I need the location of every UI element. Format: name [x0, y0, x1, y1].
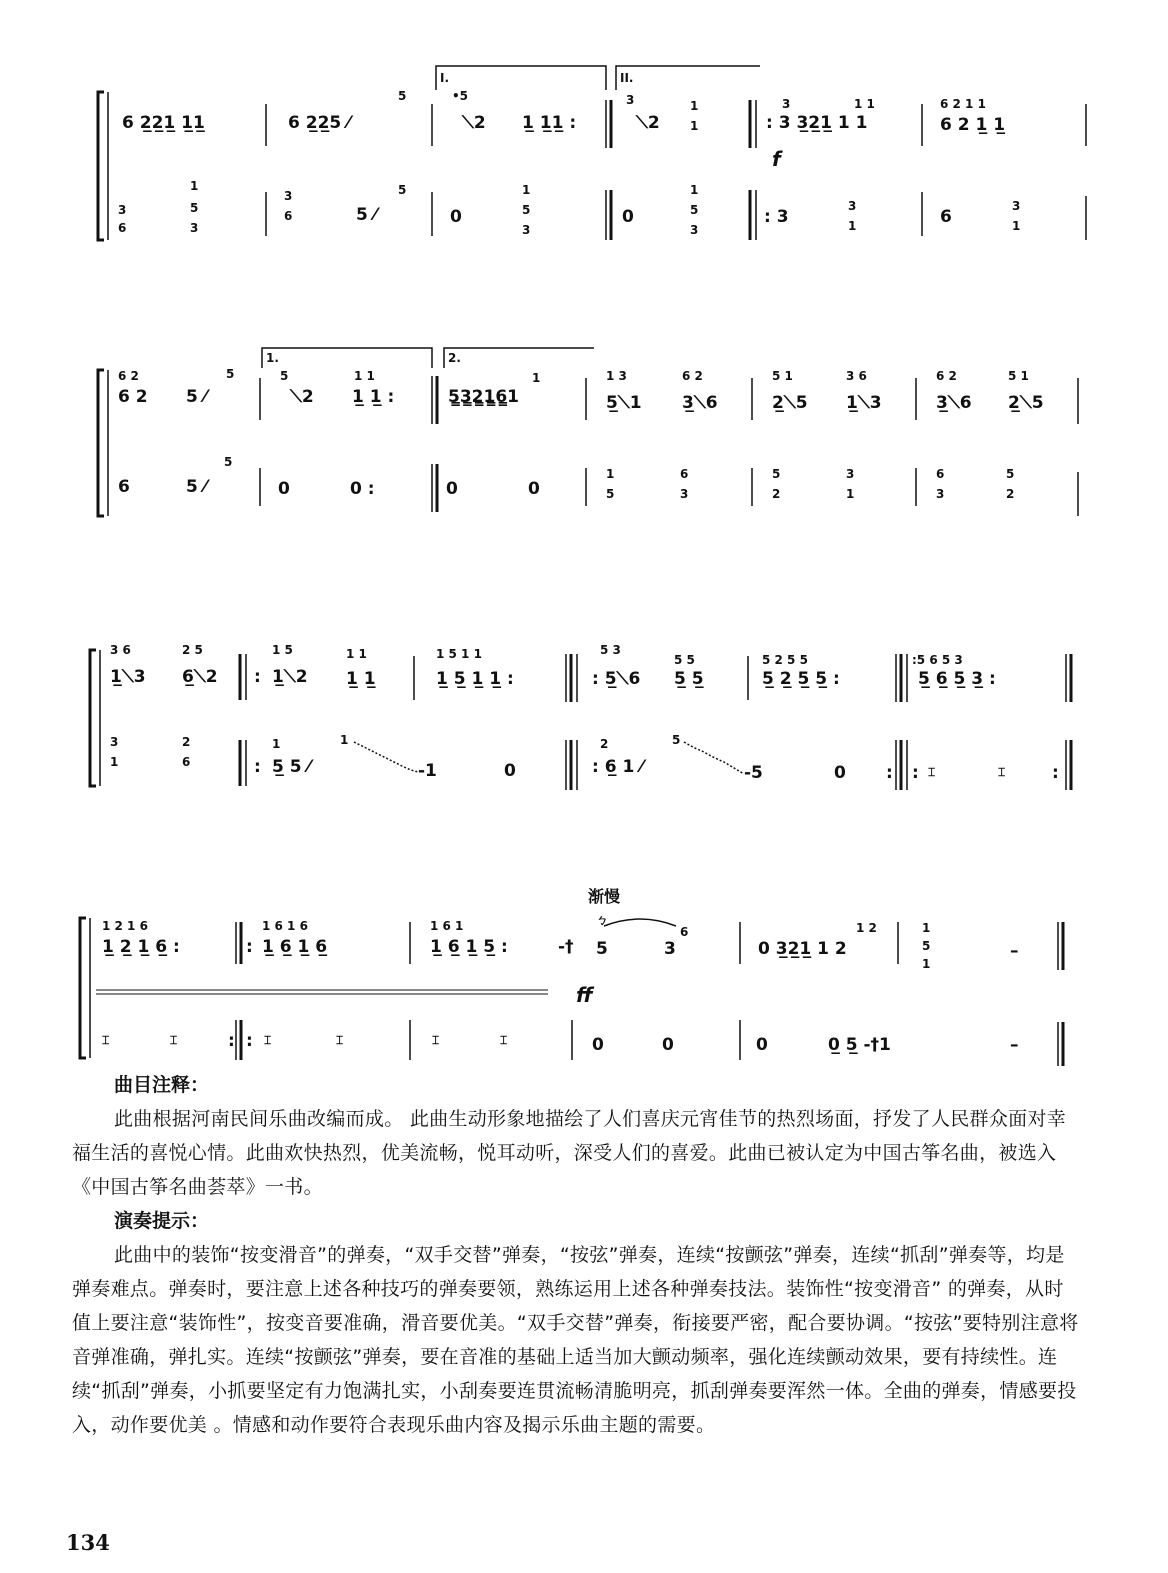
upper-staff	[102, 913, 1063, 1007]
svg-text:–: –	[1010, 941, 1019, 961]
notation-upper: 1̲ 1̲	[346, 669, 376, 689]
rest-symbol: ⌶	[264, 1033, 272, 1047]
notes-paragraph: 此曲根据河南民间乐曲改编而成。 此曲生动形象地描绘了人们喜庆元宵佳节的热烈场面，抒发了人民群众面对幸福生活的喜悦心情。此曲欢快热烈，优美流畅，悦耳动听，深受人们的喜爱。此曲已被认定为中国古筝名曲，被选入《中国古筝名曲荟萃》一书。	[72, 1108, 1067, 1198]
notation-upper: ⟍2	[462, 113, 486, 133]
dynamic-mark: f	[772, 147, 781, 171]
notation-upper: 6 2̲2̲5 ⁄	[288, 113, 350, 133]
page-number: 134	[66, 1530, 110, 1555]
svg-text:5: 5	[522, 203, 531, 217]
svg-text:3: 3	[626, 93, 635, 107]
svg-text:3: 3	[110, 735, 119, 749]
svg-text:3: 3	[522, 223, 531, 237]
svg-text:3: 3	[846, 467, 855, 481]
upper-staff	[122, 89, 1086, 171]
rest-symbol: ⌶	[336, 1033, 344, 1047]
svg-text:1: 1	[690, 99, 699, 113]
svg-text:1: 1	[522, 183, 531, 197]
svg-text:3 6: 3 6	[846, 369, 867, 383]
score-system-3	[90, 643, 1071, 790]
svg-text:⟍2: ⟍2	[290, 387, 314, 407]
svg-text:1 1: 1 1	[354, 369, 375, 383]
volta-label: 1.	[266, 351, 279, 365]
notation-lower: 5 ⁄	[356, 205, 377, 225]
rest-symbol: ⌶	[500, 1033, 508, 1047]
svg-text:1: 1	[690, 119, 699, 133]
notation-upper: 1̲ 1̲ :	[352, 387, 395, 407]
svg-text:ㄅ: ㄅ	[596, 913, 609, 927]
lower-staff	[118, 179, 1086, 240]
notes-heading: 曲目注释：	[114, 1074, 210, 1096]
svg-text:1: 1	[190, 179, 199, 193]
notation-upper: 5̲ 6̲ 5̲ 3̲ :	[918, 669, 996, 689]
rest-symbol: ⌶	[170, 1033, 178, 1047]
svg-text:3: 3	[190, 221, 199, 235]
svg-text:5: 5	[1006, 467, 1015, 481]
svg-text:3: 3	[118, 203, 127, 217]
svg-text:6: 6	[284, 209, 293, 223]
notation-upper: : 5̲⟍6	[592, 669, 641, 689]
svg-text:3: 3	[936, 487, 945, 501]
svg-text:2: 2	[182, 735, 191, 749]
volta-bracket	[262, 348, 594, 368]
svg-text:6: 6	[680, 467, 689, 481]
svg-text:5: 5	[398, 89, 407, 103]
tips-paragraph: 此曲中的装饰“按变滑音”的弹奏，“双手交替”弹奏，“按弦”弹奏，连续“按颤弦”弹奏，连续“抓刮”弹奏等，均是弹奏难点。弹奏时，要注意上述各种技巧的弹奏要领，熟练运用上述各种弹奏技法。装饰性“按变滑音” 的弹奏，从时值上要注意“装饰性”，按变音要准确，滑音要优美。“双手交替”弹奏，衔接要严密，配合要协调。“按弦”要特别注意将音弹准确，弹扎实。连续“按颤弦”弹奏，要在音准的基础上适当加大颤动频率，强化连续颤动效果，要有持续性。连续“抓刮”弹奏，小抓要坚定有力饱满扎实，小刮奏要连贯流畅清脆明亮，抓刮弹奏要浑然一体。全曲的弹奏，情感要投入，动作要优美 。情感和动作要符合表现乐曲内容及揭示乐曲主题的需要。	[72, 1244, 1079, 1436]
lower-staff	[118, 455, 1078, 516]
svg-text:3: 3	[848, 199, 857, 213]
notation-upper: 1̲⟍3	[846, 393, 882, 413]
svg-text:•5: •5	[452, 89, 469, 103]
svg-text::: :	[246, 937, 253, 957]
notation-lower: 0	[662, 1035, 674, 1055]
svg-text::: :	[246, 1031, 253, 1051]
svg-text:6 2 1 1: 6 2 1 1	[940, 97, 986, 111]
rest-symbol: ⌶	[102, 1033, 110, 1047]
svg-text:5: 5	[398, 183, 407, 197]
svg-text:1 6 1: 1 6 1	[430, 919, 464, 933]
svg-text:1: 1	[1012, 219, 1021, 233]
svg-text:1 1: 1 1	[346, 647, 367, 661]
tips-heading: 演奏提示：	[114, 1210, 210, 1232]
notation-upper: 6̲⟍2	[182, 667, 218, 687]
svg-text:2 5: 2 5	[182, 643, 203, 657]
svg-text::: :	[254, 757, 261, 777]
notation-lower: ‐5	[744, 763, 763, 783]
svg-text::: :	[1052, 763, 1059, 783]
svg-text::: :	[886, 763, 893, 783]
svg-text:5: 5	[606, 487, 615, 501]
svg-text:5 1: 5 1	[772, 369, 793, 383]
svg-text:6 2: 6 2	[118, 369, 139, 383]
svg-text:6 2: 6 2	[936, 369, 957, 383]
notation-lower: 5̲ 5 ⁄	[272, 757, 311, 777]
notation-lower: ‐1	[418, 761, 437, 781]
notation-lower: 0	[504, 761, 516, 781]
svg-text:5 3: 5 3	[600, 643, 621, 657]
svg-text:3: 3	[680, 487, 689, 501]
svg-text:5: 5	[280, 369, 289, 383]
svg-text::: :	[228, 1031, 235, 1051]
svg-text:1 1: 1 1	[854, 97, 875, 111]
notation-upper: 3̲⟍6	[936, 393, 972, 413]
score-system-2	[98, 348, 1078, 516]
notation-lower: 5 ⁄	[186, 477, 207, 497]
svg-text:1: 1	[922, 921, 931, 935]
svg-text:1: 1	[848, 219, 857, 233]
svg-text:1 5: 1 5	[272, 643, 293, 657]
dynamic-mark: ff	[576, 983, 593, 1007]
notation-upper: 5̲ 5̲	[674, 669, 704, 689]
svg-text:3: 3	[690, 223, 699, 237]
notation-lower: 6	[940, 207, 952, 227]
notation-upper: 3	[664, 939, 676, 959]
svg-text:6 2: 6 2	[682, 369, 703, 383]
svg-text:3 6: 3 6	[110, 643, 131, 657]
svg-text:5 2 5 5: 5 2 5 5	[762, 653, 808, 667]
notation-upper: 2̲⟍5	[1008, 393, 1044, 413]
notation-upper: 6 2 1̲ 1̲	[940, 115, 1006, 135]
notation-lower: 0	[592, 1035, 604, 1055]
svg-text:5 ⁄: 5 ⁄	[186, 387, 207, 407]
svg-text:2: 2	[1006, 487, 1015, 501]
svg-text:–: –	[1010, 1035, 1019, 1055]
svg-text:2: 2	[600, 737, 609, 751]
notation-upper: 6 2̲2̲1̲ 1̲1̲	[122, 113, 205, 133]
svg-text:‐†: ‐†	[558, 937, 574, 957]
volta-label: II.	[620, 71, 634, 85]
upper-staff	[118, 367, 1078, 424]
notation-lower: : 3	[764, 207, 789, 227]
svg-text:6: 6	[118, 221, 127, 235]
notation-upper: 1̲⟍3	[110, 667, 146, 687]
notation-lower: 0̲ 5̲ ‐†1	[828, 1035, 891, 1055]
notation-lower: 0	[756, 1035, 768, 1055]
svg-text:5: 5	[772, 467, 781, 481]
svg-text:3: 3	[1012, 199, 1021, 213]
svg-text:3: 3	[284, 189, 293, 203]
notation-upper: 1̲⟍2	[272, 667, 308, 687]
volta-label: I.	[440, 71, 450, 85]
svg-text:1: 1	[690, 183, 699, 197]
upper-staff	[110, 643, 1071, 702]
lower-staff	[102, 1020, 1063, 1066]
svg-text::: :	[254, 667, 261, 687]
notation-lower: : 6̲ 1 ⁄	[592, 757, 644, 777]
score-system-4	[80, 887, 1063, 1066]
notation-upper: 1̲ 5̲ 1̲ 1̲ :	[436, 669, 514, 689]
svg-text:1 2: 1 2	[856, 921, 877, 935]
svg-text:5 5: 5 5	[674, 653, 695, 667]
svg-text:1 2 1 6: 1 2 1 6	[102, 919, 148, 933]
svg-text:1: 1	[110, 755, 119, 769]
svg-text:1: 1	[532, 371, 541, 385]
notation-upper: : 3 3̲2̲1̲ 1 1	[766, 113, 868, 133]
notation-upper: 5̳3̳2̳1̳6̳1	[448, 387, 519, 407]
svg-text:1: 1	[340, 733, 349, 747]
svg-text:5: 5	[672, 733, 681, 747]
notation-lower: 0	[446, 479, 458, 499]
svg-text:5: 5	[690, 203, 699, 217]
notation-upper: 0 3̲2̲1̲ 1 2	[758, 939, 847, 959]
notes-section	[72, 1068, 1082, 1442]
svg-text:1 6 1 6: 1 6 1 6	[262, 919, 308, 933]
lower-staff	[110, 733, 1071, 790]
svg-text:1: 1	[606, 467, 615, 481]
rest-symbol: ⌶	[432, 1033, 440, 1047]
svg-text::5 6 5 3: :5 6 5 3	[912, 653, 963, 667]
notation-lower: 6	[118, 477, 130, 497]
svg-text:6: 6	[182, 755, 191, 769]
svg-text:6: 6	[936, 467, 945, 481]
notation-lower: 0	[450, 207, 462, 227]
notation-upper: ⟍2	[636, 113, 660, 133]
volta-bracket	[436, 66, 760, 90]
notation-upper: 6 2	[118, 387, 148, 407]
notation-upper: 5̲⟍1	[606, 393, 642, 413]
volta-label: 2.	[448, 351, 461, 365]
notation-upper: 1̲ 1̲1̲ :	[522, 113, 577, 133]
svg-text::: :	[912, 763, 919, 783]
tempo-mark: 渐慢	[588, 887, 621, 906]
rest-symbol: ⌶	[928, 765, 936, 779]
svg-text:2: 2	[772, 487, 781, 501]
notation-upper: 5	[596, 939, 608, 959]
svg-text:6: 6	[680, 925, 689, 939]
notation-upper: 1̲ 2̲ 1̲ 6̲ :	[102, 937, 180, 957]
notation-upper: 2̲⟍5	[772, 393, 808, 413]
score-system-1	[98, 66, 1086, 240]
notation-lower: 0	[622, 207, 634, 227]
svg-text:5: 5	[922, 939, 931, 953]
svg-text:5: 5	[190, 201, 199, 215]
svg-text:1: 1	[922, 957, 931, 971]
svg-text:1 5 1 1: 1 5 1 1	[436, 647, 482, 661]
notation-lower: 0 :	[350, 479, 375, 499]
svg-text:1: 1	[272, 737, 281, 751]
rest-symbol: ⌶	[998, 765, 1006, 779]
notation-upper: 5̲ 2̲ 5̲ 5̲ :	[762, 669, 840, 689]
notation-upper: 1̲ 6̲ 1̲ 6̲	[262, 937, 328, 957]
svg-text:1: 1	[846, 487, 855, 501]
svg-text:1 3: 1 3	[606, 369, 627, 383]
notation-lower: 0	[834, 763, 846, 783]
svg-text:5: 5	[226, 367, 235, 381]
notation-upper: 1̲ 6̲ 1̲ 5̲ :	[430, 937, 508, 957]
svg-text:5: 5	[224, 455, 233, 469]
notation-upper: 3̲⟍6	[682, 393, 718, 413]
notation-lower: 0	[528, 479, 540, 499]
svg-text:3: 3	[782, 97, 791, 111]
notation-lower: 0	[278, 479, 290, 499]
svg-text:5 1: 5 1	[1008, 369, 1029, 383]
